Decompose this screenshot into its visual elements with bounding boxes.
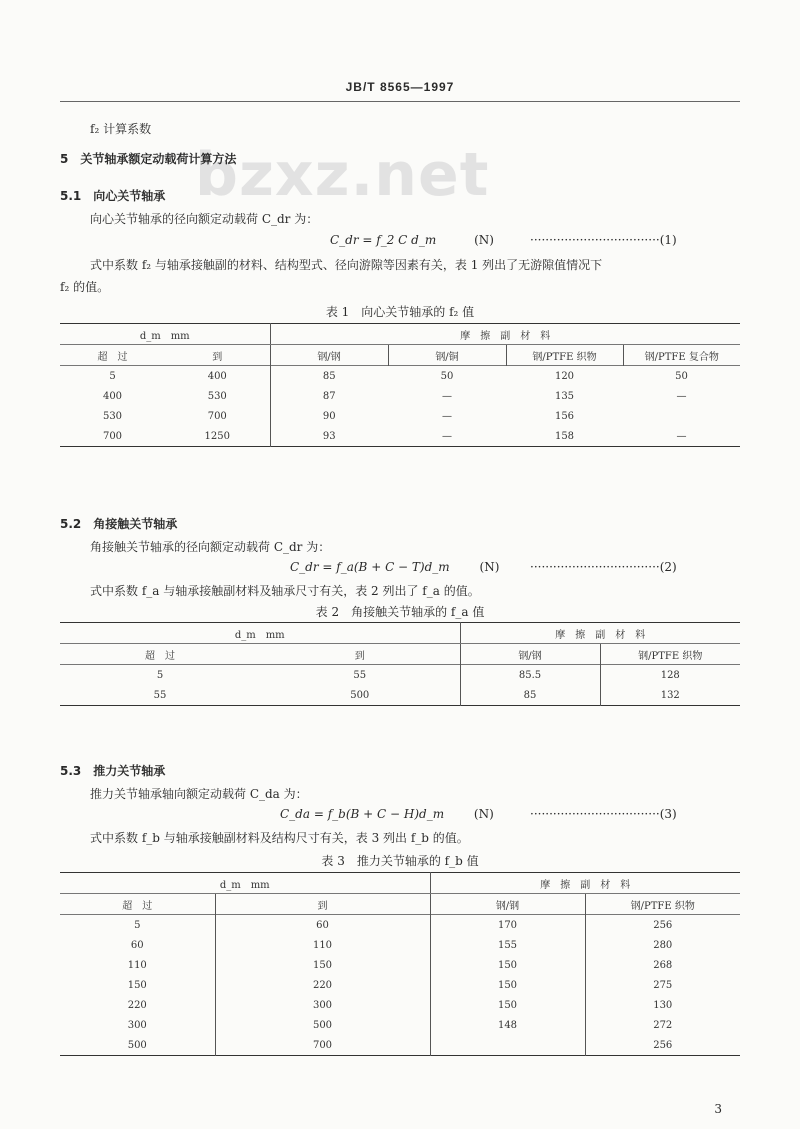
section-5-title: 关节轴承额定动载荷计算方法 bbox=[80, 152, 237, 166]
table-2 bbox=[60, 622, 740, 706]
table-2-col-to: 到 bbox=[354, 650, 365, 662]
s52-formula-row bbox=[290, 560, 499, 574]
table-3-col-steel-steel: 钢/钢 bbox=[430, 894, 585, 915]
table-cell: 400 bbox=[102, 390, 123, 402]
watermark: bzxz.net bbox=[195, 140, 490, 210]
table-cell: 87 bbox=[270, 386, 388, 406]
table-1-friction-header: 摩 擦 副 材 料 bbox=[270, 324, 740, 345]
table-3-col-to: 到 bbox=[215, 894, 430, 915]
intro-line: f₂ 计算系数 bbox=[90, 122, 152, 136]
table-cell: 500 bbox=[127, 1039, 147, 1051]
table-cell: 170 bbox=[430, 915, 585, 936]
table-3-dm-header: d_m mm bbox=[60, 873, 430, 894]
section-5-number: 5 bbox=[60, 152, 69, 166]
s53-eq-number: ··································(3) bbox=[530, 807, 677, 821]
table-cell: 158 bbox=[554, 430, 575, 442]
section-5-2-number: 5.2 bbox=[60, 517, 82, 531]
table-cell: 50 bbox=[675, 370, 688, 382]
table-cell: 85.5 bbox=[460, 665, 600, 686]
table-cell: 220 bbox=[127, 999, 147, 1011]
table-cell: 130 bbox=[585, 995, 740, 1015]
table-cell: 150 bbox=[215, 955, 430, 975]
table-cell: 132 bbox=[600, 685, 740, 706]
table-cell bbox=[623, 406, 740, 426]
table-cell: 275 bbox=[585, 975, 740, 995]
s53-formula-row bbox=[280, 807, 494, 821]
table-2-header-row bbox=[60, 623, 740, 644]
table-cell: 110 bbox=[127, 959, 147, 971]
section-5-3-number: 5.3 bbox=[60, 764, 82, 778]
s52-text1: 角接触关节轴承的径向额定动载荷 C_dr 为： bbox=[90, 540, 331, 554]
table-row bbox=[60, 935, 740, 955]
table-cell: 60 bbox=[215, 915, 430, 936]
table-cell: 150 bbox=[430, 975, 585, 995]
table-cell: — bbox=[442, 410, 452, 422]
table-cell: 300 bbox=[127, 1019, 147, 1031]
section-5-heading bbox=[60, 150, 236, 167]
table-cell bbox=[430, 1035, 585, 1056]
table-1-col-steel-ptfe-composite: 钢/PTFE 复合物 bbox=[623, 345, 740, 366]
table-cell: 256 bbox=[585, 1035, 740, 1056]
table-cell: 60 bbox=[130, 939, 144, 951]
table-cell: 150 bbox=[430, 955, 585, 975]
page-number: 3 bbox=[714, 1102, 722, 1116]
table-cell: 256 bbox=[585, 915, 740, 936]
table-3 bbox=[60, 872, 740, 1056]
s52-eq-number: ··································(2) bbox=[530, 560, 677, 574]
table-row bbox=[60, 995, 740, 1015]
table-cell: 700 bbox=[102, 430, 123, 442]
table-cell: 85 bbox=[460, 685, 600, 706]
table-row bbox=[60, 366, 740, 387]
table-cell: 272 bbox=[585, 1015, 740, 1035]
table-1-col-over: 超 过 bbox=[97, 351, 128, 363]
table-3-header-row bbox=[60, 873, 740, 894]
table-cell: 156 bbox=[554, 410, 575, 422]
table-cell: — bbox=[442, 430, 452, 442]
table-cell: 155 bbox=[430, 935, 585, 955]
table-cell: 300 bbox=[215, 995, 430, 1015]
table-2-col-over: 超 过 bbox=[145, 650, 175, 662]
table-3-subheader-row bbox=[60, 894, 740, 915]
table-cell: 128 bbox=[600, 665, 740, 686]
table-1-header-row bbox=[60, 324, 740, 345]
table-cell: 268 bbox=[585, 955, 740, 975]
table-row bbox=[60, 386, 740, 406]
table-cell: — bbox=[676, 390, 687, 402]
table-cell: 700 bbox=[207, 410, 227, 422]
section-5-2-heading bbox=[60, 515, 177, 532]
table-3-friction-header: 摩 擦 副 材 料 bbox=[430, 873, 740, 894]
table-cell: 150 bbox=[430, 995, 585, 1015]
table-2-col-steel-steel: 钢/钢 bbox=[460, 644, 600, 665]
table-row bbox=[60, 1015, 740, 1035]
s51-formula: C_dr = f_2 C d_m bbox=[330, 233, 437, 247]
table-cell: 110 bbox=[215, 935, 430, 955]
s51-unit: (N) bbox=[474, 233, 494, 247]
table-cell: 400 bbox=[207, 370, 227, 382]
table-cell: 500 bbox=[215, 1015, 430, 1035]
table-2-caption: 表 2 角接触关节轴承的 f_a 值 bbox=[315, 605, 485, 619]
table-row bbox=[60, 426, 740, 447]
section-5-1-heading bbox=[60, 187, 165, 204]
s53-text2: 式中系数 f_b 与轴承接触副材料及结构尺寸有关，表 3 列出 f_b 的值。 bbox=[90, 831, 469, 845]
section-5-3-title: 推力关节轴承 bbox=[93, 764, 166, 778]
header-rule bbox=[60, 101, 740, 102]
table-row bbox=[60, 665, 740, 686]
s51-text1: 向心关节轴承的径向额定动载荷 C_dr 为： bbox=[90, 212, 319, 226]
table-row bbox=[60, 685, 740, 706]
table-2-subheader-row bbox=[60, 644, 740, 665]
s53-text1: 推力关节轴承轴向额定动载荷 C_da 为： bbox=[90, 787, 308, 801]
table-1 bbox=[60, 323, 740, 447]
section-5-3-heading bbox=[60, 762, 165, 779]
s51-eq-number: ··································(1) bbox=[530, 233, 677, 247]
table-cell: — bbox=[676, 430, 687, 442]
table-row bbox=[60, 975, 740, 995]
table-cell: 500 bbox=[350, 689, 370, 701]
table-3-col-steel-ptfe-fabric: 钢/PTFE 织物 bbox=[585, 894, 740, 915]
s51-text2: 式中系数 f₂ 与轴承接触副的材料、结构型式、径向游隙等因素有关，表 1 列出了无游隙值情况下 bbox=[90, 258, 603, 272]
s51-text3: f₂ 的值。 bbox=[60, 280, 110, 294]
section-5-2-title: 角接触关节轴承 bbox=[93, 517, 178, 531]
table-1-caption: 表 1 向心关节轴承的 f₂ 值 bbox=[325, 305, 475, 319]
table-2-friction-header: 摩 擦 副 材 料 bbox=[460, 623, 740, 644]
table-cell: 120 bbox=[554, 370, 575, 382]
table-row bbox=[60, 955, 740, 975]
table-3-col-over: 超 过 bbox=[122, 900, 153, 912]
table-cell: 220 bbox=[215, 975, 430, 995]
table-1-col-steel-copper: 钢/铜 bbox=[388, 345, 506, 366]
table-1-dm-header: d_m mm bbox=[60, 324, 270, 345]
standard-header: JB/T 8565—1997 bbox=[345, 80, 455, 94]
table-cell: 85 bbox=[270, 366, 388, 387]
table-cell: 5 bbox=[109, 370, 116, 382]
table-1-col-steel-ptfe-fabric: 钢/PTFE 织物 bbox=[506, 345, 623, 366]
table-cell: 150 bbox=[127, 979, 147, 991]
s53-formula: C_da = f_b(B + C − H)d_m bbox=[280, 807, 445, 821]
section-5-1-title: 向心关节轴承 bbox=[93, 189, 166, 203]
s51-formula-row bbox=[330, 233, 494, 247]
s52-text2: 式中系数 f_a 与轴承接触副材料及轴承尺寸有关，表 2 列出了 f_a 的值。 bbox=[90, 584, 480, 598]
s53-unit: (N) bbox=[473, 807, 494, 821]
table-cell: — bbox=[442, 390, 452, 402]
table-cell: 700 bbox=[215, 1035, 430, 1056]
table-1-col-steel-steel: 钢/钢 bbox=[270, 345, 388, 366]
table-1-subheader-row bbox=[60, 345, 740, 366]
s52-formula: C_dr = f_a(B + C − T)d_m bbox=[290, 560, 450, 574]
table-2-dm-header: d_m mm bbox=[60, 623, 460, 644]
section-5-1-number: 5.1 bbox=[60, 189, 82, 203]
table-cell: 148 bbox=[430, 1015, 585, 1035]
table-cell: 530 bbox=[102, 410, 123, 422]
table-row bbox=[60, 915, 740, 936]
table-2-col-steel-ptfe-fabric: 钢/PTFE 织物 bbox=[600, 644, 740, 665]
table-1-col-to: 到 bbox=[212, 351, 223, 363]
table-cell: 93 bbox=[270, 426, 388, 447]
table-cell: 55 bbox=[353, 669, 367, 681]
table-cell: 530 bbox=[207, 390, 227, 402]
table-cell: 50 bbox=[440, 370, 454, 382]
table-cell: 90 bbox=[270, 406, 388, 426]
table-cell: 280 bbox=[585, 935, 740, 955]
table-cell: 5 bbox=[156, 669, 164, 681]
table-cell: 1250 bbox=[204, 430, 230, 442]
table-cell: 55 bbox=[153, 689, 167, 701]
table-cell: 135 bbox=[554, 390, 575, 402]
table-row bbox=[60, 1035, 740, 1056]
s52-unit: (N) bbox=[479, 560, 500, 574]
table-cell: 5 bbox=[134, 919, 141, 931]
table-row bbox=[60, 406, 740, 426]
table-3-caption: 表 3 推力关节轴承的 f_b 值 bbox=[321, 854, 479, 868]
